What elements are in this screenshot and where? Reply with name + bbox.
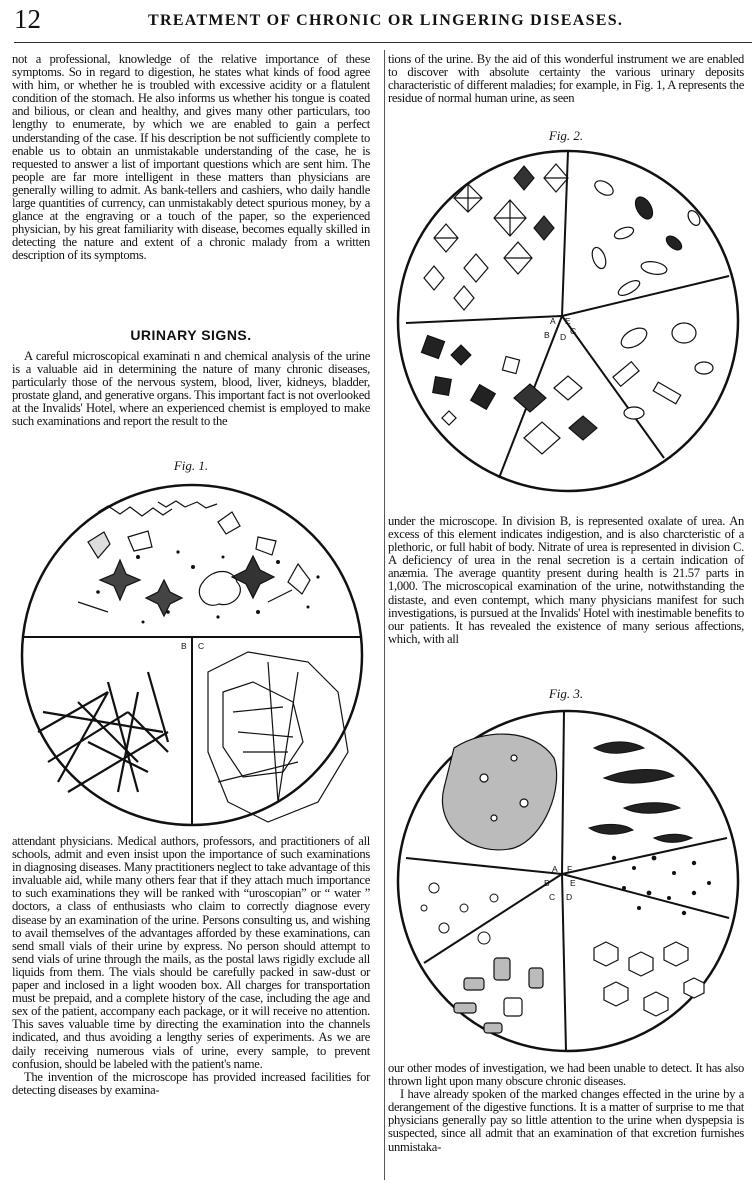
fig2-label-c: C	[570, 326, 577, 336]
fig3-label-a: A	[552, 864, 558, 874]
fig3-label-c: C	[549, 892, 556, 902]
page-number: 12	[14, 4, 41, 34]
fig1-label-b: B	[181, 641, 187, 651]
running-title: TREATMENT OF CHRONIC OR LINGERING DISEASES.	[148, 12, 624, 29]
right-paragraph-conclusion	[388, 1062, 744, 1154]
fig3-label-b: B	[544, 878, 550, 888]
paragraph-text: tions of the urine. By the aid of this wonderful instrument we are enabled to discover with absolute certainty the various urinary deposits characteristic of different maladies; for example, in Fig. 1, A represents the residue of normal human urine, as seen	[388, 52, 744, 106]
left-paragraph-urinary	[12, 350, 370, 429]
fig1-caption: Fig. 1.	[173, 458, 209, 473]
paragraph-text: under the microscope. In division B, is represented oxalate of urea. An excess of this element indicates indigestion, and is also charcteristic of a plethoric, or full habit of body. Nitrate of urea is represented in division C. A deficiency of urea in the renal secretion is a certain indication of anæmia. The average quantity present during health is 21.57 parts in 1,000. The microscopical examination of the urine, notwithstanding the distaste, and even contempt, which many physicians manifest for such investigations, is pursued at the Invalids' Hotel with inestimable benefits to our patients. It has revealed the existence of many serious affections, which, with all	[388, 514, 744, 646]
paragraph-text: attendant physicians. Medical authors, professors, and practitioners of all schools, admit and even insist upon the importance of such examinations in diagnosing diseases. Many practitioners neglect to take advantage of this invaluable aid, while many others fear that if they attach much importance to such examinations they will be ranked with “uroscopian” or “ water ” doctors, a class of enthusiasts who claim to correctly diagnose every disease by an examination of the urine. Persons consulting us, and wishing to avail themselves of the advantages afforded by these examinations, can send small vials of their urine by express. No person should attempt to send vials of urine through the mails, as the postal laws rigidly exclude all liquids from them. The vials should be carefully packed in saw-dust or paper and inclosed in a light wooden box. All charges for transportation must be prepaid, and a complete history of the case, including the age and sex of the patient, accompany each package, or it will receive no attention. This saves valuable time by directing the examination into the channels indicated, and thus avoiding a lengthy series of experiments. As we are daily receiving numerous vials of urine, every sample, to prevent confusion, should be labeled with the patient's name.	[12, 834, 370, 1071]
paragraph-text: I have already spoken of the marked changes effected in the urine by a derangement of the digestive functions. It is a matter of surprise to me that physicians generally pay so little attention to the urine when dyspepsia is suspected, since all admit that an examination of that excretion furnishes unmistaka-	[388, 1087, 744, 1154]
figure-1-urine-deposits	[18, 482, 366, 828]
fig2-caption: Fig. 2.	[548, 128, 584, 143]
page-header	[0, 0, 756, 40]
figure-3-urine-deposits	[394, 708, 742, 1054]
fig2-label-a: A	[550, 316, 556, 326]
paragraph-text: not a professional, knowledge of the relative importance of these symptoms. So in regard to digestion, he states what kinds of food agree with him, or whether he is troubled with excessive acidity or a flatulent condition of the stomach. He also informs us whether his tongue is coated and bilious, or clean and healthy, and gives many other particulars, too lengthy to enumerate, by which we are enabled to gain a perfect understanding of the case. If his description be not sufficiently complete to enable us to obtain an unmistakable understanding of the case, he is requested to answer a list of important questions which are sent him. The people are far more intelligent in these matters than physicians are generally willing to admit. As bank-tellers and cashiers, who daily handle large quantities of currency, can unmistakably detect spurious money, by a glance at the engraving or a touch of the paper, so the experienced physician, by his great familiarity with disease, becomes equally skilled in detecting the nature and extent of a chronic malady from a written description of its symptoms.	[12, 52, 370, 263]
left-paragraph-examinations	[12, 835, 370, 1097]
column-divider	[384, 50, 385, 1180]
left-paragraph-intro	[12, 53, 370, 263]
paragraph-text: A careful microscopical examinati n and chemical analysis of the urine is a valuable aid in determining the nature of many chronic diseases, particularly those of the nervous system, blood, liver, kidneys, bladder, prostate gland, and generative organs. This important fact is not overlooked at the Invalids' Hotel, where an experienced chemist is employed to make such examinations and report the result to the	[12, 349, 370, 429]
fig2-label-b: B	[544, 330, 550, 340]
paragraph-text: The invention of the microscope has provided increased facilities for detecting diseases by examina-	[12, 1069, 370, 1097]
fig3-label-e: E	[570, 878, 576, 888]
section-heading-urinary-signs: URINARY SIGNS.	[130, 327, 252, 343]
fig3-label-f: F	[567, 864, 573, 874]
paragraph-text: our other modes of investigation, we had been unable to detect. It has also thrown light upon many obscure chronic diseases.	[388, 1061, 744, 1089]
fig3-label-d: D	[566, 892, 573, 902]
fig2-label-d: D	[560, 332, 567, 342]
right-paragraph-urea	[388, 515, 744, 646]
right-paragraph-intro	[388, 53, 744, 105]
fig2-label-e: E	[565, 316, 571, 326]
fig3-caption: Fig. 3.	[548, 686, 584, 701]
figure-2-urine-deposits	[394, 148, 742, 494]
fig1-label-c: C	[198, 641, 205, 651]
header-rule	[14, 42, 752, 43]
